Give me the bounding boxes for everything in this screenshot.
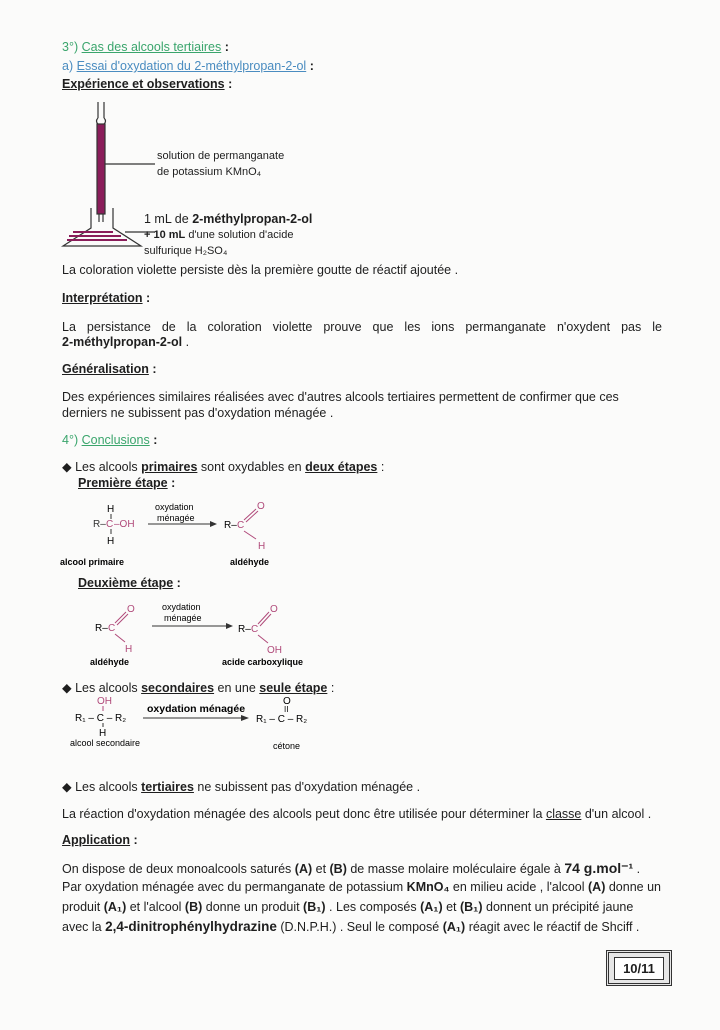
atom: H bbox=[107, 504, 115, 515]
section-number: 4°) bbox=[62, 433, 79, 447]
compound-label: cétone bbox=[273, 741, 301, 751]
burette-flask-apparatus bbox=[55, 100, 165, 250]
compound-name: 2-méthylpropan-2-ol bbox=[192, 212, 313, 226]
text: et l'alcool bbox=[126, 900, 185, 914]
atom: R₁ – C – R₂ bbox=[75, 713, 127, 724]
text: d'une solution d'acide bbox=[185, 229, 294, 241]
atom: H bbox=[107, 536, 115, 547]
arrow-label: oxydation ménagée bbox=[147, 703, 246, 715]
compound-label: alcool secondaire bbox=[70, 738, 141, 748]
emphasis: deux étapes bbox=[305, 460, 378, 474]
interpretation-text: La persistance de la coloration violette prouve que les ions permanganate n'oxydent pas le bbox=[62, 320, 662, 334]
flask-label bbox=[144, 212, 312, 226]
atom: H bbox=[258, 541, 266, 552]
step2-heading bbox=[78, 576, 181, 590]
colon: : bbox=[228, 77, 233, 91]
compound-ref: (A) bbox=[294, 862, 313, 876]
atom: R– bbox=[224, 520, 237, 531]
class-determination-text bbox=[62, 807, 651, 821]
text: et bbox=[312, 862, 330, 876]
atom: C bbox=[237, 520, 245, 531]
atom: O bbox=[257, 501, 265, 512]
formula: KMnO₄ bbox=[406, 880, 450, 894]
burette-label: de potassium KMnO₄ bbox=[157, 166, 262, 178]
atom: O bbox=[283, 696, 291, 707]
application-line bbox=[62, 860, 640, 877]
generalisation-text: Des expériences similaires réalisées avec d'autres alcools tertiaires permettent de confirmer que ces bbox=[62, 390, 619, 404]
heading-text: Deuxième étape bbox=[78, 576, 174, 590]
step1-heading bbox=[78, 476, 175, 490]
generalisation-text: derniers ne subissent pas d'oxydation ménagée . bbox=[62, 406, 334, 420]
atom: OH bbox=[267, 645, 282, 656]
colon: : bbox=[133, 833, 138, 847]
atom: C bbox=[251, 624, 259, 635]
reagent-name: 2,4-dinitrophénylhydrazine bbox=[105, 919, 277, 934]
burette-icon bbox=[97, 102, 106, 222]
atom: R– bbox=[93, 519, 106, 530]
heading-text: Première étape bbox=[78, 476, 168, 490]
emphasis: classe bbox=[545, 807, 582, 821]
section-title: Conclusions bbox=[81, 433, 150, 447]
text: ne subissent pas d'oxydation ménagée . bbox=[193, 780, 421, 794]
page-number-box bbox=[606, 950, 672, 986]
atom: C bbox=[106, 519, 114, 530]
colon: : bbox=[309, 59, 314, 73]
text: . bbox=[182, 335, 190, 349]
step2-reaction bbox=[80, 595, 340, 675]
compound-ref: (B₁) bbox=[459, 900, 483, 914]
colon: : bbox=[171, 476, 176, 490]
atom: H bbox=[125, 644, 133, 655]
text: de masse molaire moléculaire égale à bbox=[346, 862, 565, 876]
application-heading bbox=[62, 833, 138, 847]
atom: –OH bbox=[114, 519, 135, 530]
text: On dispose de deux monoalcools saturés bbox=[62, 862, 295, 876]
emphasis: seule étape bbox=[259, 681, 328, 695]
section-title: Cas des alcools tertiaires bbox=[81, 40, 222, 54]
text: en une bbox=[214, 681, 260, 695]
colon: : bbox=[176, 576, 181, 590]
section-4-heading bbox=[62, 433, 157, 447]
page-number: 10/11 bbox=[614, 957, 664, 980]
heading-text: Généralisation bbox=[62, 362, 149, 376]
section-number: 3°) bbox=[62, 40, 79, 54]
double-bond: II bbox=[284, 705, 289, 714]
compound-label: aldéhyde bbox=[90, 657, 130, 667]
text: produit bbox=[62, 900, 104, 914]
application-line bbox=[62, 900, 633, 914]
generalisation-heading bbox=[62, 362, 157, 376]
tertiary-bullet bbox=[62, 779, 420, 794]
text: (D.N.P.H.) . Seul le composé bbox=[276, 920, 443, 934]
text: + 10 mL bbox=[144, 229, 186, 241]
text: donne un bbox=[605, 880, 661, 894]
subsection-prefix: a) bbox=[62, 59, 74, 73]
compound-label: alcool primaire bbox=[60, 557, 125, 567]
compound-ref: (B) bbox=[184, 900, 203, 914]
text: sont oxydables en bbox=[197, 460, 306, 474]
text: et bbox=[442, 900, 460, 914]
molar-mass: 74 g.mol⁻¹ bbox=[564, 860, 634, 876]
experience-heading bbox=[62, 77, 232, 91]
emphasis: primaires bbox=[141, 460, 198, 474]
interpretation-text bbox=[62, 335, 189, 349]
application-line bbox=[62, 919, 639, 934]
text: La réaction d'oxydation ménagée des alcools peut donc être utilisée pour déterminer la bbox=[62, 807, 546, 821]
text: donne un produit bbox=[202, 900, 304, 914]
emphasis: secondaires bbox=[141, 681, 215, 695]
text: donnent un précipité jaune bbox=[482, 900, 634, 914]
arrow-label: oxydation bbox=[162, 602, 201, 612]
atom: R₁ – C – R₂ bbox=[256, 714, 308, 725]
compound-ref: (A₁) bbox=[420, 900, 443, 914]
colon: : bbox=[152, 362, 157, 376]
arrow-label: ménagée bbox=[164, 613, 202, 623]
text: ◆ Les alcools bbox=[62, 780, 142, 794]
atom: OH bbox=[97, 696, 112, 707]
text: ◆ Les alcools bbox=[62, 460, 142, 474]
interpretation-heading bbox=[62, 291, 150, 305]
step1-reaction bbox=[60, 495, 300, 575]
text: avec la bbox=[62, 920, 106, 934]
compound-label: acide carboxylique bbox=[222, 657, 304, 667]
compound-ref: (B₁) bbox=[303, 900, 326, 914]
compound-label: aldéhyde bbox=[230, 557, 270, 567]
flask-label: sulfurique H₂SO₄ bbox=[144, 245, 228, 257]
text: : bbox=[377, 460, 385, 474]
atom: R– bbox=[95, 623, 108, 634]
compound-name: 2-méthylpropan-2-ol bbox=[62, 335, 183, 349]
colon: : bbox=[153, 433, 158, 447]
text: d'un alcool . bbox=[581, 807, 652, 821]
text: 1 mL de bbox=[144, 212, 193, 226]
text: Par oxydation ménagée avec du permanganate de potassium bbox=[62, 880, 407, 894]
burette-label: solution de permanganate bbox=[157, 150, 285, 162]
atom: O bbox=[127, 604, 135, 615]
subsection-title: Essai d'oxydation du 2-méthylpropan-2-ol bbox=[76, 59, 307, 73]
emphasis: tertiaires bbox=[141, 780, 194, 794]
compound-ref: (A₁) bbox=[103, 900, 127, 914]
compound-ref: (A₁) bbox=[442, 920, 466, 934]
heading-text: Interprétation bbox=[62, 291, 143, 305]
colon: : bbox=[146, 291, 151, 305]
subsection-heading bbox=[62, 59, 314, 73]
primary-bullet bbox=[62, 459, 384, 474]
heading-text: Application bbox=[62, 833, 131, 847]
text: : bbox=[327, 681, 335, 695]
text: . bbox=[633, 862, 641, 876]
application-line bbox=[62, 880, 661, 894]
arrow-label: oxydation bbox=[155, 502, 194, 512]
flask-label bbox=[144, 229, 293, 241]
atom: R– bbox=[238, 624, 251, 635]
arrow-label: ménagée bbox=[157, 513, 195, 523]
text: réagit avec le réactif de Shciff . bbox=[465, 920, 640, 934]
heading-text: Expérience et observations bbox=[62, 77, 225, 91]
text: ◆ Les alcools bbox=[62, 681, 142, 695]
colon: : bbox=[224, 40, 229, 54]
secondary-bullet bbox=[62, 680, 334, 695]
atom: H bbox=[99, 728, 107, 739]
compound-ref: (A) bbox=[588, 880, 606, 894]
compound-ref: (B) bbox=[329, 862, 347, 876]
text: en milieu acide , l'alcool bbox=[449, 880, 589, 894]
text: . Les composés bbox=[325, 900, 421, 914]
secondary-reaction bbox=[65, 694, 345, 756]
observation-text: La coloration violette persiste dès la première goutte de réactif ajoutée . bbox=[62, 263, 459, 277]
atom: C bbox=[108, 623, 116, 634]
section-3-heading bbox=[62, 40, 229, 54]
atom: O bbox=[270, 604, 278, 615]
